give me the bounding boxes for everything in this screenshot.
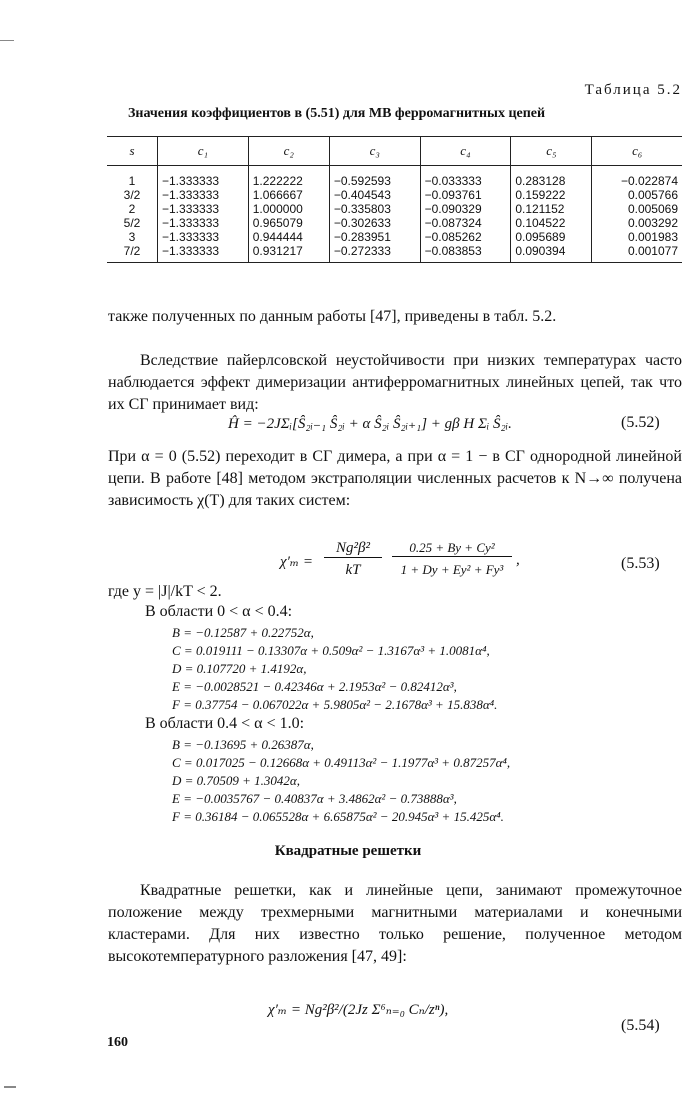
formula-b-region2: B = −0.13695 + 0.26387α,	[172, 737, 314, 752]
equation-number-5-52: (5.52)	[621, 414, 660, 431]
table-cell: 0.095689	[511, 230, 592, 244]
paragraph-square-lattices	[108, 880, 682, 968]
table-caption: Значения коэффициентов в (5.51) для МВ ферромагнитных цепей	[128, 106, 546, 121]
formula-c-region2: C = 0.017025 − 0.12668α + 0.49113α² − 1.1977α³ + 0.87257α⁴,	[172, 755, 511, 770]
table-row	[107, 188, 682, 202]
region-1-heading: В области 0 < α < 0.4:	[145, 603, 293, 620]
table-cell: 5/2	[123, 216, 141, 230]
equation-comma: ,	[516, 552, 520, 568]
table-cell: −0.087324	[420, 216, 511, 230]
table-cell: 0.159222	[511, 188, 592, 202]
equation-number-5-54: (5.54)	[621, 1017, 660, 1034]
paragraph-square-lattices-text: Квадратные решетки, как и линейные цепи, занимают промежуточное положение между трехмерными магнитными материалами и конечными кластерами. Для них известно только решение, полученное методом высокотемпературного разложения [47, 49]:	[108, 882, 682, 965]
formula-f-region1: F = 0.37754 − 0.067022α + 5.9805α² − 2.1678α³ + 15.838α⁴.	[172, 697, 498, 712]
table-cell: −0.085262	[420, 230, 511, 244]
paragraph-dimerization	[108, 350, 682, 416]
fraction-numerator: 0.25 + By + Cy²	[392, 540, 512, 557]
table-cell: 3/2	[123, 188, 141, 202]
table-cell: 0.121152	[511, 202, 592, 216]
col-header: c₆	[592, 137, 682, 166]
table-cell: −0.404543	[329, 188, 420, 202]
scan-margin-mark	[4, 1086, 16, 1088]
formula-d-region1: D = 0.107720 + 1.4192α,	[172, 661, 307, 676]
table-cell: 0.001983	[592, 230, 682, 244]
paragraph-alpha: При α = 0 (5.52) переходит в СГ димера, а при α = 1 − в СГ однородной линейной цепи. В работе [48] методом экстраполяции численных расчетов к N→∞ получена зависимость χ(T) для таких систем:	[108, 448, 682, 509]
col-header: c₅	[511, 137, 592, 166]
table-cell: 0.104522	[511, 216, 592, 230]
table-cell: −0.272333	[329, 244, 420, 263]
table-cell: −0.302633	[329, 216, 420, 230]
table-cell: −0.093761	[420, 188, 511, 202]
col-header: c₂	[248, 137, 329, 166]
table-cell: 1	[128, 174, 136, 188]
condition-y: где y = |J|/kT < 2.	[108, 583, 222, 600]
table-cell: −1.333333	[158, 244, 249, 263]
table-cell: 0.090394	[511, 244, 592, 263]
table-cell: 0.944444	[248, 230, 329, 244]
table-cell: −0.335803	[329, 202, 420, 216]
equation-5-52: Ĥ = −2JΣᵢ[Ŝ₂ᵢ₋₁ Ŝ₂ᵢ + α Ŝ₂ᵢ Ŝ₂ᵢ₊₁] + gβ H Σᵢ Ŝ₂ᵢ.	[228, 416, 512, 432]
table-cell: 3	[128, 230, 136, 244]
paragraph-continuation: также полученных по данным работы [47], приведены в табл. 5.2.	[108, 308, 557, 325]
table-cell: 0.283128	[511, 166, 592, 189]
table-cell: −1.333333	[158, 166, 249, 189]
table-cell: −0.592593	[329, 166, 420, 189]
col-header: c₄	[420, 137, 511, 166]
table-row	[107, 230, 682, 244]
paragraph-dimerization-text: Вследствие пайерлсовской неустойчивости при низких температурах часто наблюдается эффект димеризации антиферромагнитных линейных цепей, так что их СГ принимает вид:	[108, 352, 682, 413]
table-row	[107, 216, 682, 230]
scan-margin-mark	[0, 40, 14, 41]
equation-5-53	[280, 540, 620, 584]
equation-number-5-53: (5.53)	[621, 555, 660, 572]
equation-5-54: χ′ₘ = Ng²β²/(2Jz Σ⁶ₙ₌₀ Cₙ/zⁿ),	[268, 1002, 449, 1018]
table-cell: 1.066667	[248, 188, 329, 202]
col-header: s	[107, 137, 158, 166]
equation-5-53-lhs: χ′ₘ =	[280, 554, 313, 570]
table-cell: 0.001077	[592, 244, 682, 263]
table-cell: −0.033333	[420, 166, 511, 189]
table-cell: 0.003292	[592, 216, 682, 230]
page-number: 160	[107, 1035, 128, 1050]
coefficients-table	[107, 136, 682, 263]
table-cell: 2	[128, 202, 136, 216]
table-row	[107, 166, 682, 189]
table-cell: −1.333333	[158, 202, 249, 216]
table-header-row	[107, 137, 682, 166]
formula-d-region2: D = 0.70509 + 1.3042α,	[172, 773, 301, 788]
table-cell: −1.333333	[158, 230, 249, 244]
fraction-denominator: kT	[345, 562, 361, 578]
col-header: c₃	[329, 137, 420, 166]
table-cell: −0.090329	[420, 202, 511, 216]
formula-f-region2: F = 0.36184 − 0.065528α + 6.65875α² − 20.945α³ + 15.425α⁴.	[172, 809, 504, 824]
table-cell: 0.965079	[248, 216, 329, 230]
region-2-heading: В области 0.4 < α < 1.0:	[145, 715, 305, 732]
table-label: Таблица 5.2	[584, 82, 682, 98]
table-cell: 0.005766	[592, 188, 682, 202]
col-header: c₁	[158, 137, 249, 166]
table-cell: 0.005069	[592, 202, 682, 216]
table-cell: −0.022874	[592, 166, 682, 189]
formula-b-region1: B = −0.12587 + 0.22752α,	[172, 625, 314, 640]
table-cell: 0.931217	[248, 244, 329, 263]
table-row	[107, 202, 682, 216]
formula-e-region2: E = −0.0035767 − 0.40837α + 3.4862α² − 0.73888α³,	[172, 791, 457, 806]
table-cell: −1.333333	[158, 188, 249, 202]
table-cell: −0.283951	[329, 230, 420, 244]
table-row	[107, 244, 682, 263]
table-cell: 7/2	[107, 244, 158, 263]
formula-c-region1: C = 0.019111 − 0.13307α + 0.509α² − 1.3167α³ + 1.0081α⁴,	[172, 643, 490, 658]
table-cell: 1.000000	[248, 202, 329, 216]
table-cell: 1.222222	[248, 166, 329, 189]
section-title: Квадратные решетки	[274, 843, 422, 859]
formula-e-region1: E = −0.0028521 − 0.42346α + 2.1953α² − 0.82412α³,	[172, 679, 457, 694]
table-cell: −1.333333	[158, 216, 249, 230]
fraction-numerator: Ng²β²	[324, 540, 382, 558]
fraction-denominator: 1 + Dy + Ey² + Fy³	[400, 562, 504, 577]
table-cell: −0.083853	[420, 244, 511, 263]
